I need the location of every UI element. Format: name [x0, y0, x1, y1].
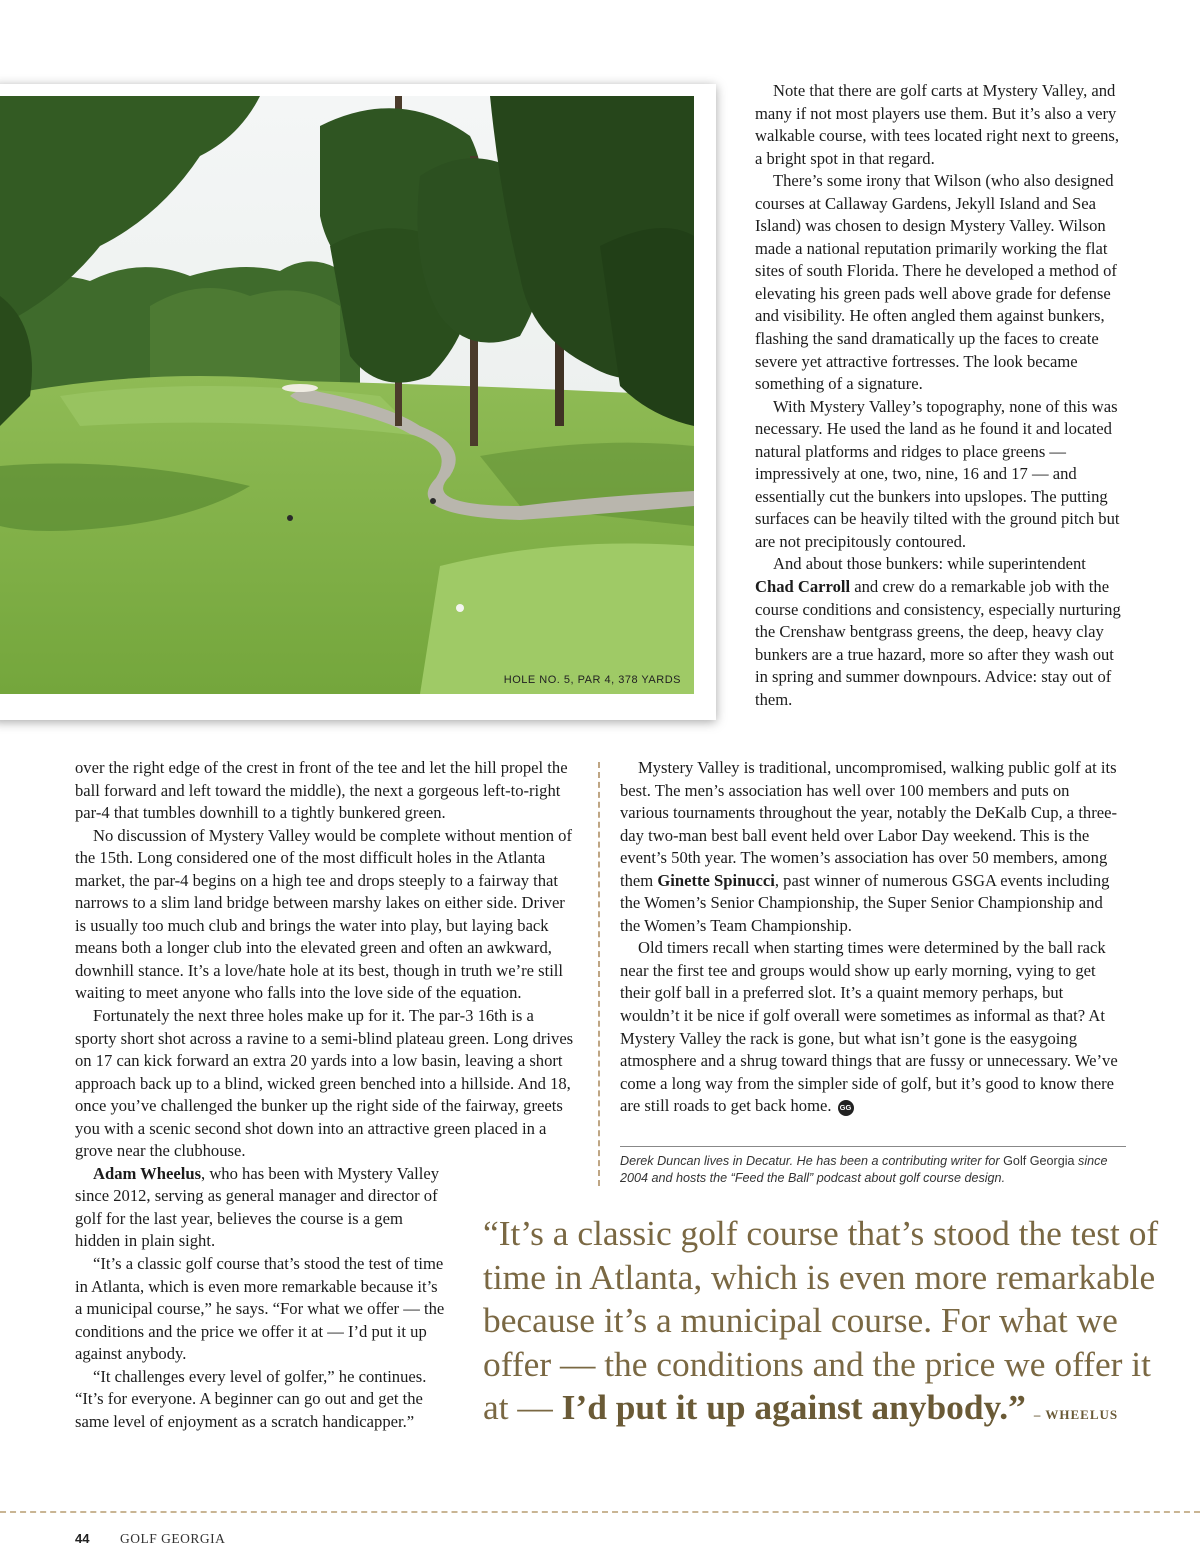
footer-rule	[0, 1511, 1200, 1513]
person-name: Chad Carroll	[755, 577, 851, 597]
article-column-right	[620, 757, 1120, 1118]
text: Derek Duncan lives in Decatur. He has been a contributing writer for	[620, 1154, 1004, 1168]
bio-rule	[620, 1146, 1126, 1147]
person-name: Ginette Spinucci	[657, 870, 775, 890]
photo-frame	[0, 84, 716, 720]
photo-caption: HOLE NO. 5, PAR 4, 378 YARDS	[503, 674, 681, 686]
paragraph: Fortunately the next three holes make up for it. The par-3 16th is a sporty short shot across a ravine to a semi-blind plateau green. Long drives on 17 can kick forward an extra 20 yards into a low basin, leaving a short approach back up to a blind, wicked green benched into a hillside. And 18, once you’ve challenged the bunker up the right side of the fairway, greets you with a scenic second shot down into an attractive green placed in a grove near the clubhouse.	[75, 1006, 574, 1161]
page-number: 44	[75, 1531, 90, 1546]
text: and crew do a remarkable job with the course conditions and consistency, especially nurturing the Crenshaw bentgrass greens, the deep, heavy clay bunkers are a true hazard, more so after they wash out in spring and summer downpours. Advice: stay out of them.	[755, 577, 1121, 709]
paragraph	[620, 937, 1120, 1117]
paragraph: “It’s a classic golf course that’s stood the test of time in Atlanta, which is even more remarkable because it’s a municipal course,” he says. “For what we offer — the conditions and the price we offer it at — I’d put it up against anybody.	[75, 1254, 445, 1364]
magazine-name: Golf Georgia	[1003, 1154, 1075, 1168]
pull-quote	[483, 1212, 1163, 1437]
paragraph	[755, 553, 1127, 711]
text: Mystery Valley is traditional, uncompromised, walking public golf at its best. The men’s association has well over 100 members and puts on various tournaments throughout the year, notably the DeKalb Cup, a three-day two-man best ball event held over Labor Day weekend. This is the event’s 50th year. The women’s association has over 50 members, among them	[620, 758, 1118, 890]
author-bio	[620, 1153, 1126, 1187]
paragraph: With Mystery Valley’s topography, none of this was necessary. He used the land as he found it and located natural platforms and ridges to place greens — impressively at one, two, nine, 16 and 17 — and essentially cut the bunkers into upslopes. The putting surfaces can be heavily tilted with the ground pitch but are not precipitously contoured.	[755, 396, 1120, 551]
paragraph	[620, 757, 1120, 937]
fairway-illustration	[0, 96, 694, 694]
pull-quote-emphasis: I’d put it up against anybody.”	[561, 1387, 1026, 1427]
text: , who has been with Mystery Valley since 2012, serving as general manager and director of golf for the last year, believes the course is a gem hidden in plain sight.	[75, 1163, 439, 1251]
paragraph: Note that there are golf carts at Mystery Valley, and many if not most players use them. But it’s also a very walkable course, with tees located right next to greens, a bright spot in that regard.	[755, 81, 1120, 168]
text: Old timers recall when starting times were determined by the ball rack near the first tee and groups would show up early morning, vying to get their golf ball in a preferred slot. It’s a quaint memory perhaps, but wouldn’t it be nice if golf overall were sometimes as informal as that? At Mystery Valley the rack is gone, but what isn’t gone is the easygoing atmosphere and a shrug toward things that are fussy or unnecessary. We’ve come a long way from the simpler side of golf, but it’s good to know there are still roads to get back home.	[620, 938, 1118, 1116]
text: since 2004 and hosts the “Feed the Ball” podcast about golf course design.	[620, 1154, 1108, 1185]
paragraph: “It challenges every level of golfer,” he continues. “It’s for everyone. A beginner can go out and get the same level of enjoyment as a scratch handicapper.”	[75, 1366, 427, 1431]
paragraph: over the right edge of the crest in front of the tee and let the hill propel the ball forward and left toward the middle), the next a gorgeous left-to-right par-4 that tumbles downhill to a tightly bunkered green.	[75, 758, 568, 823]
gg-end-mark-icon: GG	[838, 1100, 854, 1116]
magazine-title: GOLF GEORGIA	[120, 1531, 226, 1546]
text: And about those bunkers: while superintendent	[773, 554, 1086, 574]
person-name: Adam Wheelus	[93, 1163, 202, 1183]
column-divider	[598, 762, 600, 1186]
text: , past winner of numerous GSGA events including the Women’s Senior Championship, the Super Senior Championship and the Women’s Team Championship.	[620, 870, 1110, 935]
pull-quote-text: “It’s a classic golf course that’s stood the test of time in Atlanta, which is even more remarkable because it’s a municipal course. For what we offer — the conditions and the price we offer it at —	[483, 1213, 1159, 1427]
article-column-right-top	[755, 80, 1127, 711]
paragraph: No discussion of Mystery Valley would be complete without mention of the 15th. Long considered one of the most difficult holes in the Atlanta market, the par-4 begins on a high tee and drops steeply to a fairway that narrows to a slim land bridge between marshy lakes on either side. Driver is usually too much club and brings the water into play, but laying back means both a longer club into the elevated green and often an awkward, downhill stance. It’s a love/hate hole at its best, though in truth we’re still waiting to meet anyone who falls into the love side of the equation.	[75, 825, 573, 1003]
course-photo	[0, 96, 694, 694]
paragraph	[75, 1163, 447, 1253]
paragraph: There’s some irony that Wilson (who also designed courses at Callaway Gardens, Jekyll Island and Sea Island) was chosen to design Mystery Valley. Wilson made a national reputation primarily working the flat sites of south Florida. There he developed a method of elevating his green pads well above grade for defense and visibility. He often angled them against bunkers, flashing the sand dramatically up the faces to create severe yet attractive fortresses. The look became something of a signature.	[755, 171, 1117, 394]
pull-quote-attribution: – WHEELUS	[1033, 1407, 1119, 1422]
